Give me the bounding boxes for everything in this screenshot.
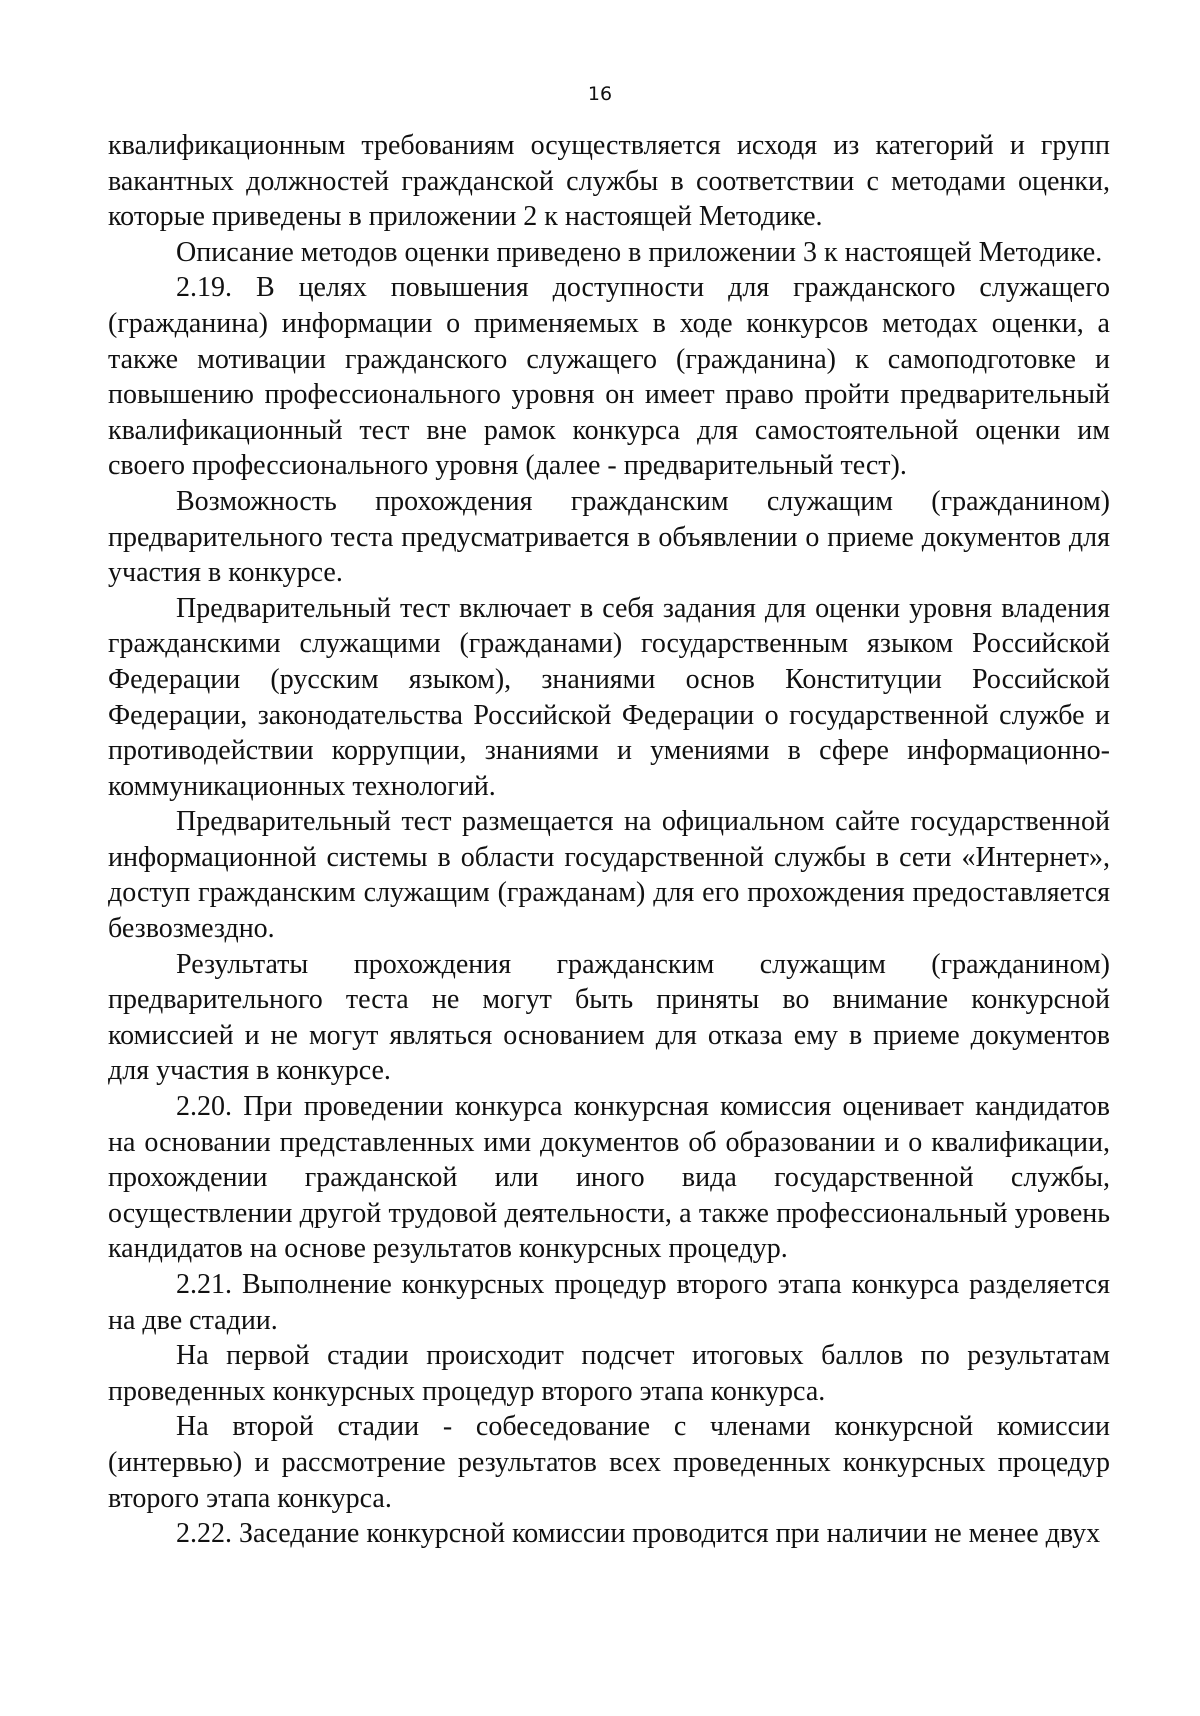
paragraph-first-stage: На первой стадии происходит подсчет итоговых баллов по результатам проведенных конкурсных процедур второго этапа конкурса. bbox=[108, 1340, 1110, 1407]
paragraph-2-21: 2.21. Выполнение конкурсных процедур второго этапа конкурса разделяется на две стадии. bbox=[108, 1269, 1110, 1336]
document-body bbox=[108, 128, 1110, 1552]
paragraph-test-placement: Предварительный тест размещается на официальном сайте государственной информационной системы в области государственной службы в сети «Интернет», доступ гражданским служащим (гражданам) для его прохождения предоставляется безвозмездно. bbox=[108, 806, 1110, 945]
paragraph-2-22: 2.22. Заседание конкурсной комиссии проводится при наличии не менее двух bbox=[176, 1518, 1101, 1550]
page-number: 16 bbox=[587, 83, 613, 105]
paragraph-2-20: 2.20. При проведении конкурса конкурсная комиссия оценивает кандидатов на основании представленных ими документов об образовании и о квалификации, прохождении гражданской или иного вида государственной службы, осуществлении другой трудовой деятельности, а также профессиональный уровень кандидатов на основе результатов конкурсных процедур. bbox=[108, 1091, 1110, 1265]
paragraph-test-possibility: Возможность прохождения гражданским служащим (гражданином) предварительного теста предусматривается в объявлении о приеме документов для участия в конкурсе. bbox=[108, 485, 1110, 589]
paragraph-continuation: квалификационным требованиям осуществляется исходя из категорий и групп вакантных должностей гражданской службы в соответствии с методами оценки, которые приведены в приложении 2 к настоящей Методике. bbox=[108, 130, 1110, 233]
paragraph-second-stage: На второй стадии - собеседование с членами конкурсной комиссии (интервью) и рассмотрение результатов всех проведенных конкурсных процедур второго этапа конкурса. bbox=[108, 1411, 1110, 1514]
paragraph-test-results: Результаты прохождения гражданским служащим (гражданином) предварительного теста не могут быть приняты во внимание конкурсной комиссией и не могут являться основанием для отказа ему в приеме документов для участия в конкурсе. bbox=[108, 948, 1110, 1087]
paragraph-test-contents: Предварительный тест включает в себя задания для оценки уровня владения гражданскими служащими (гражданами) государственным языком Российской Федерации (русским языком), знаниями основ Конституции Российской Федерации, законодательства Российской Федерации о государственной службе и противодействии коррупции, знаниями и умениями в сфере информационно-коммуникационных технологий. bbox=[108, 592, 1110, 802]
paragraph-methods-description: Описание методов оценки приведено в приложении 3 к настоящей Методике. bbox=[176, 236, 1103, 268]
paragraph-2-19: 2.19. В целях повышения доступности для гражданского служащего (гражданина) информации о применяемых в ходе конкурсов методах оценки, а также мотивации гражданского служащего (гражданина) к самоподготовке и повышению профессионального уровня он имеет право пройти предварительный квалификационный тест вне рамок конкурса для самостоятельной оценки им своего профессионального уровня (далее - предварительный тест). bbox=[108, 272, 1110, 482]
